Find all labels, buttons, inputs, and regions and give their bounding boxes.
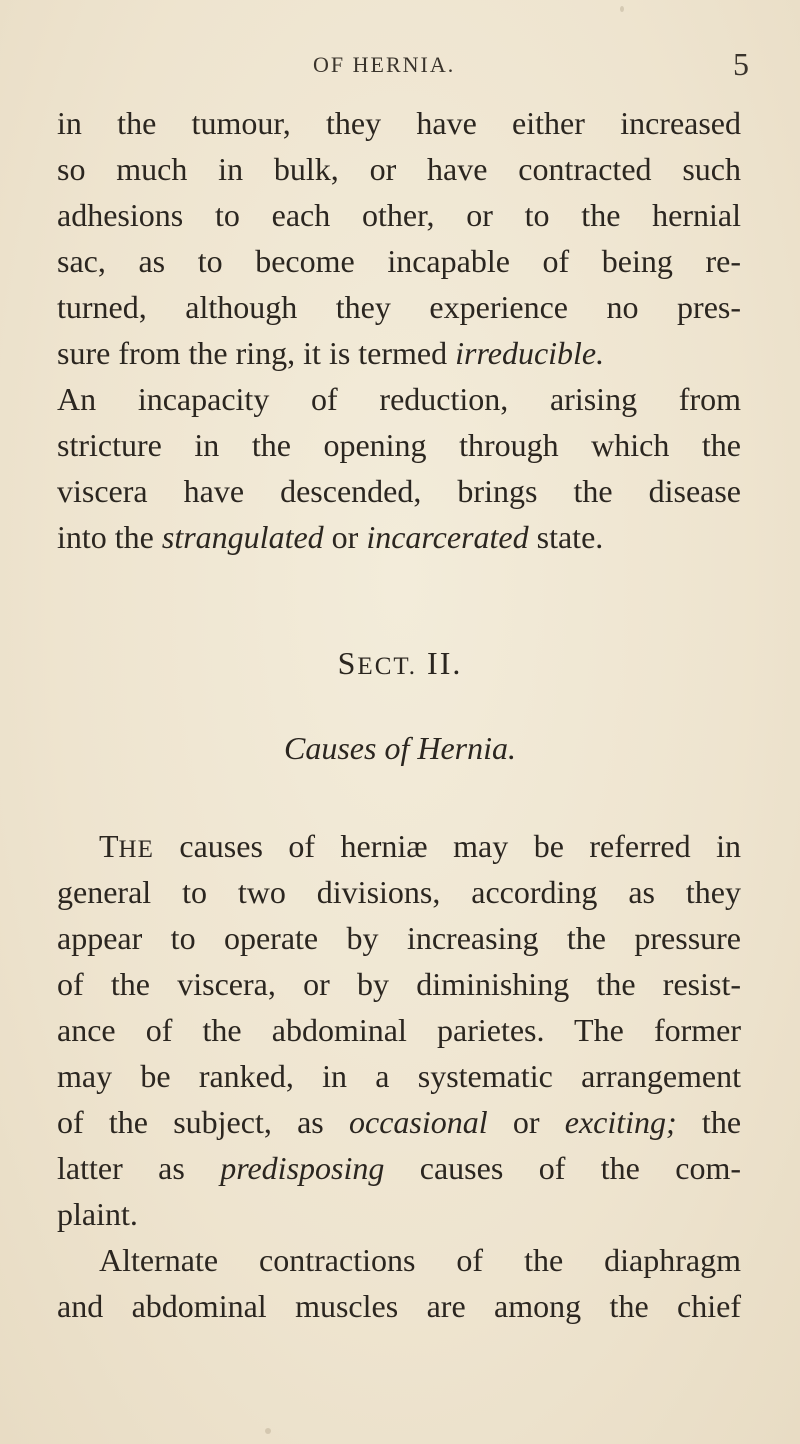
text-line <box>57 330 741 376</box>
italic-term: exciting; <box>564 1104 677 1140</box>
section-subtitle: Causes of Hernia. <box>284 730 516 766</box>
text-line: adhesions to each other, or to the hernial <box>57 197 741 233</box>
text-line: may be ranked, in a systematic arrangement <box>57 1058 741 1094</box>
text-run: causes of herniæ may be referred in <box>179 828 742 864</box>
paragraph-causes <box>57 823 741 1237</box>
text-line: plaint. <box>57 1196 138 1232</box>
text-line: general to two divisions, according as they <box>57 874 741 910</box>
italic-term: predisposing <box>220 1150 385 1186</box>
text-line: ance of the abdominal parietes. The former <box>57 1012 741 1048</box>
paper-speck <box>265 1428 271 1434</box>
text-run: into the <box>57 519 154 555</box>
text-run: latter as <box>57 1150 185 1186</box>
section-heading-initial: S <box>337 645 358 681</box>
text-line <box>57 823 741 869</box>
section-heading-smallcaps: ECT. <box>357 653 418 680</box>
text-line: of the viscera, or by diminishing the resist- <box>57 966 741 1002</box>
italic-term: occasional <box>348 1104 488 1140</box>
opening-smallcaps: HE <box>118 836 154 863</box>
text-line: stricture in the opening through which the <box>57 427 741 463</box>
text-run: the <box>701 1104 742 1140</box>
text-line: in the tumour, they have either increased <box>57 105 741 141</box>
opening-capital: T <box>99 828 119 864</box>
text-line: viscera have descended, brings the disease <box>57 473 741 509</box>
italic-term: incarcerated <box>366 519 529 555</box>
running-title: OF HERNIA. <box>313 52 456 77</box>
page-number: 5 <box>733 46 749 82</box>
text-line <box>57 1099 741 1145</box>
italic-term: strangulated <box>161 519 324 555</box>
text-line: appear to operate by increasing the pressure <box>57 920 741 956</box>
text-line: turned, although they experience no pres- <box>57 289 741 325</box>
text-run: or <box>512 1104 540 1140</box>
text-line: Alternate contractions of the diaphragm <box>99 1242 741 1278</box>
text-line: so much in bulk, or have contracted such <box>57 151 741 187</box>
italic-term: irreducible. <box>455 335 605 371</box>
paragraph-alternate <box>57 1237 741 1329</box>
text-line <box>57 1145 741 1191</box>
text-line: An incapacity of reduction, arising from <box>57 381 741 417</box>
section-number: II. <box>427 645 463 681</box>
text-run: of the subject, as <box>57 1104 324 1140</box>
text-line: sac, as to become incapable of being re- <box>57 243 741 279</box>
text-run: or <box>331 519 359 555</box>
text-run: sure from the ring, it is termed <box>57 335 448 371</box>
paragraph-irreducible <box>57 100 741 560</box>
text-line: and abdominal muscles are among the chief <box>57 1288 741 1324</box>
text-run: state. <box>536 519 604 555</box>
section-heading <box>0 645 800 682</box>
text-line <box>57 514 741 560</box>
text-run: causes of the com- <box>419 1150 741 1186</box>
paper-speck <box>620 6 624 12</box>
running-head <box>0 46 800 86</box>
